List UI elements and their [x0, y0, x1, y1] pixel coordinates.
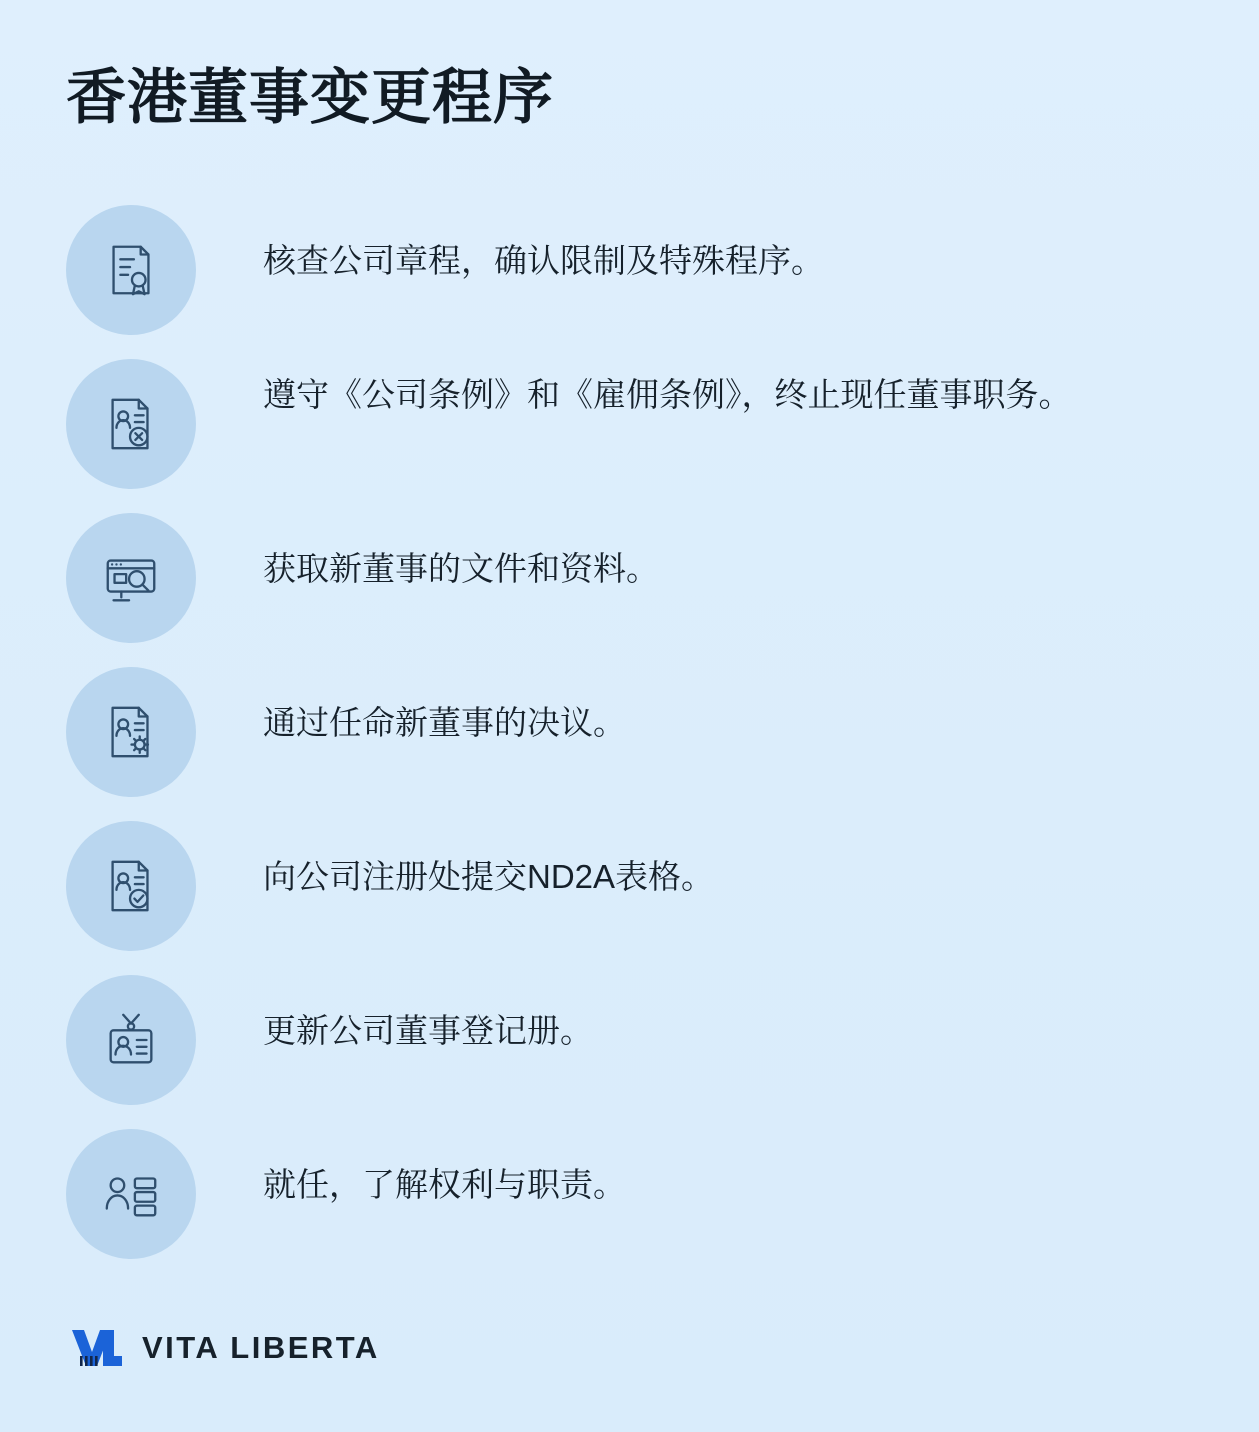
- step-text: 获取新董事的文件和资料。: [263, 550, 659, 587]
- steps-list: [66, 205, 1196, 1283]
- list-item: [66, 513, 1196, 643]
- list-item: [66, 1129, 1196, 1259]
- brand-name: VITA LIBERTA: [142, 1330, 380, 1365]
- job-search-icon: [66, 513, 196, 643]
- id-badge-icon: [66, 975, 196, 1105]
- certificate-document-icon: [66, 205, 196, 335]
- list-item: [66, 359, 1196, 489]
- list-item: [66, 975, 1196, 1105]
- step-text: 通过任命新董事的决议。: [263, 704, 626, 741]
- page-title: 香港董事变更程序: [66, 64, 554, 131]
- step-text: 核查公司章程，确认限制及特殊程序。: [263, 242, 824, 279]
- document-person-check-icon: [66, 821, 196, 951]
- brand-footer: [70, 1326, 380, 1370]
- list-item: [66, 667, 1196, 797]
- step-text: 更新公司董事登记册。: [263, 1012, 593, 1049]
- vita-liberta-logo-icon: [70, 1326, 124, 1370]
- document-person-gear-icon: [66, 667, 196, 797]
- person-list-icon: [66, 1129, 196, 1259]
- list-item: [66, 821, 1196, 951]
- step-text: 向公司注册处提交ND2A表格。: [263, 858, 715, 895]
- step-text: 遵守《公司条例》和《雇佣条例》，终止现任董事职务。: [263, 376, 1072, 413]
- step-text: 就任，了解权利与职责。: [263, 1166, 626, 1203]
- list-item: [66, 205, 1196, 335]
- document-person-remove-icon: [66, 359, 196, 489]
